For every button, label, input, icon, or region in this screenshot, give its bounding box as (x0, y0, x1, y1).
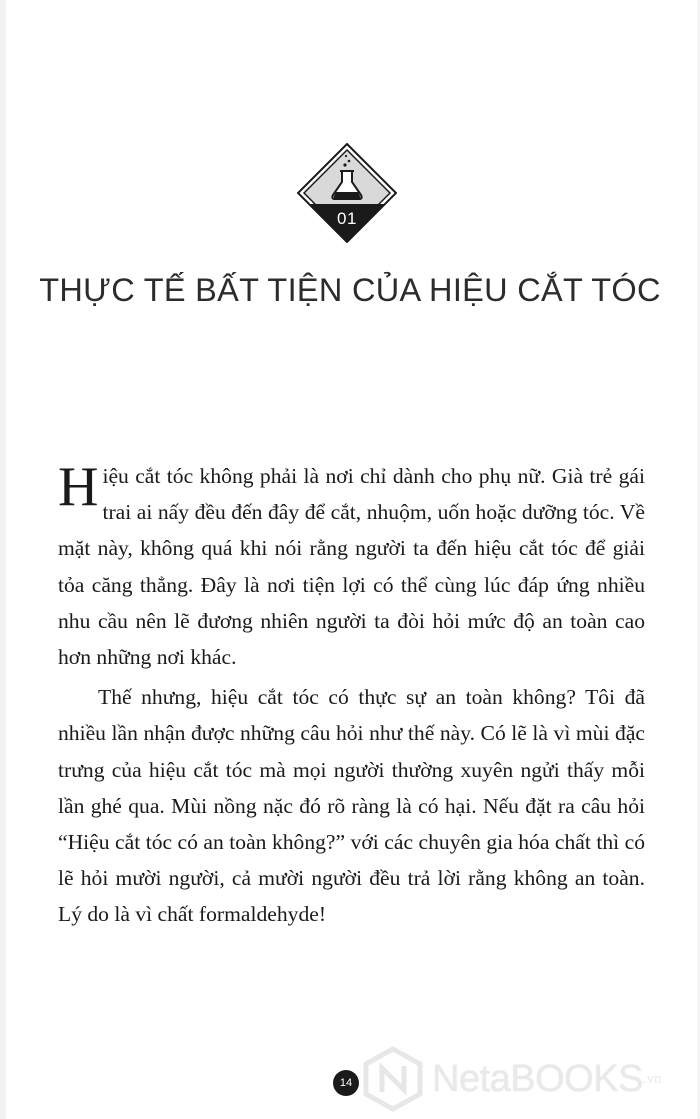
chapter-badge (297, 143, 397, 243)
drop-cap: H (58, 456, 99, 518)
watermark-text: NetaBOOKS (432, 1057, 643, 1100)
paragraph: Thế nhưng, hiệu cắt tóc có thực sự an toàn không? Tôi đã nhiều lần nhận được những câu hỏi như thế này. Có lẽ là vì mùi đặc trưng của hiệu cắt tóc mà mọi người thường xuyên ngửi thấy mỗi lần ghé qua. Mùi nồng nặc đó rõ ràng là có hại. Nếu đặt ra câu hỏi “Hiệu cắt tóc có an toàn không?” với các chuyên gia hóa chất thì có lẽ hỏi mười người, cả mười người đều trả lời rằng không an toàn. Lý do là vì chất formaldehyde! (58, 685, 645, 927)
watermark (362, 1042, 692, 1116)
chapter-number: 01 (337, 209, 357, 228)
watermark-suffix: .vn (642, 1070, 662, 1087)
paragraph-text: iệu cắt tóc không phải là nơi chỉ dành cho phụ nữ. Già trẻ gái trai ai nấy đều đến đây để cắt, nhuộm, uốn hoặc dưỡng tóc. Về mặt này, không quá khi nói rằng người ta đến hiệu cắt tóc để giải tỏa căng thẳng. Đây là nơi tiện lợi có thể cùng lúc đáp ứng nhiều nhu cầu nên lẽ đương nhiên người ta đòi hỏi mức độ an toàn cao hơn những nơi khác. (58, 464, 645, 670)
page-edge (0, 0, 6, 1119)
paragraph (58, 458, 645, 675)
body-text (58, 458, 645, 933)
netabooks-logo-icon (362, 1046, 424, 1112)
page-number: 14 (333, 1070, 359, 1096)
chapter-title: THỰC TẾ BẤT TIỆN CỦA HIỆU CẮT TÓC (39, 272, 661, 308)
